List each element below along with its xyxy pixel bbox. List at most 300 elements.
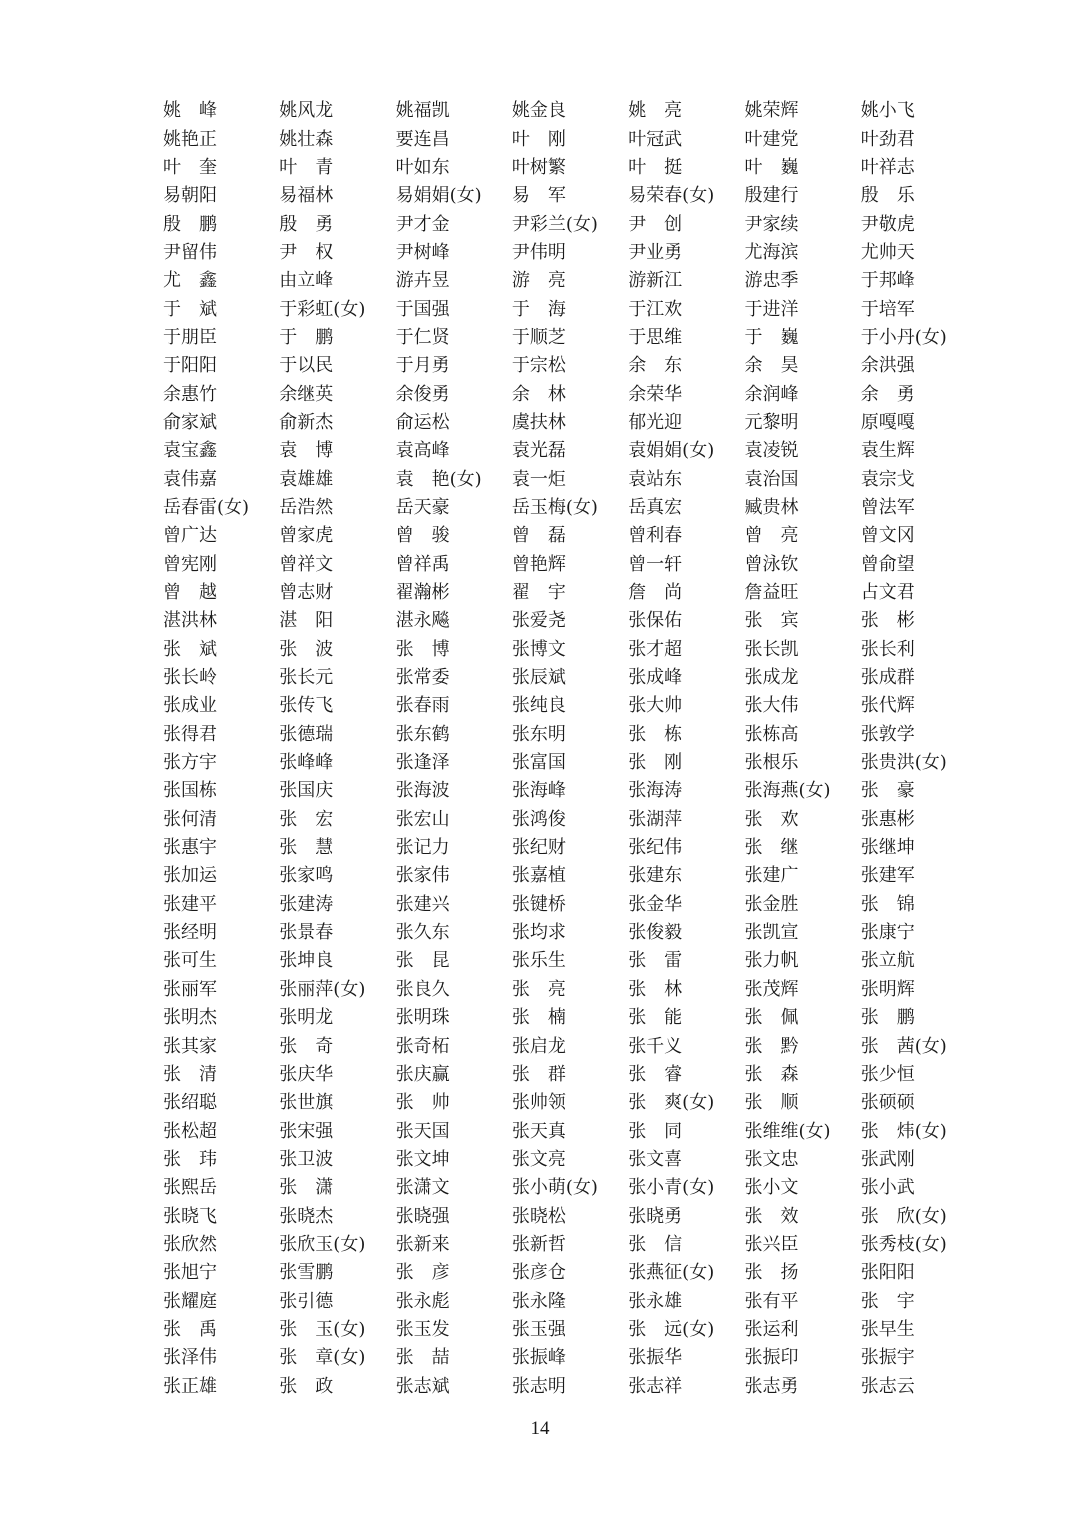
- name-entry: 张建广: [744, 865, 799, 887]
- name-entry: 张新哲: [511, 1233, 566, 1255]
- name-entry: 于 斌: [163, 298, 217, 320]
- name-entry: 张传飞: [279, 695, 334, 717]
- name-entry: 曾法军: [860, 496, 915, 518]
- name-entry: 尹伟明: [511, 241, 566, 263]
- name-entry: 张惠宇: [163, 837, 217, 859]
- name-entry: 于宗松: [511, 355, 566, 377]
- name-entry: 张纯良: [511, 695, 566, 717]
- name-entry: 张成峰: [628, 667, 683, 689]
- name-entry: 张金胜: [744, 893, 799, 915]
- name-entry: 张欣然: [163, 1233, 217, 1255]
- name-entry: 张 禹: [163, 1318, 217, 1340]
- name-entry: 张惠彬: [860, 808, 915, 830]
- name-entry: 于阳阳: [163, 355, 217, 377]
- name-entry: 尹才金: [395, 213, 450, 235]
- name-entry: 于培军: [860, 298, 915, 320]
- name-entry: 张根乐: [744, 752, 799, 774]
- name-entry: 张加运: [163, 865, 217, 887]
- name-entry: 张建军: [860, 865, 915, 887]
- name-entry: 张 同: [628, 1120, 683, 1142]
- name-entry: 张贵洪(女): [860, 752, 947, 774]
- name-entry: 张启龙: [511, 1035, 566, 1057]
- name-entry: 岳真宏: [628, 496, 683, 518]
- name-entry: 张逢泽: [395, 752, 450, 774]
- name-entry: 袁治国: [744, 468, 799, 490]
- name-entry: 张奇柘: [395, 1035, 450, 1057]
- name-entry: 袁伟嘉: [163, 468, 217, 490]
- name-entry: 张 章(女): [279, 1347, 366, 1369]
- name-entry: 张 扬: [744, 1262, 799, 1284]
- name-entry: 张鸿俊: [511, 808, 566, 830]
- name-entry: 张卫波: [279, 1148, 334, 1170]
- page-number: 14: [530, 1418, 550, 1439]
- name-entry: 张成龙: [744, 667, 799, 689]
- name-entry: 曾祥禹: [395, 553, 450, 575]
- name-entry: 张雪鹏: [279, 1262, 334, 1284]
- name-entry: 虞扶林: [511, 411, 566, 433]
- name-entry: 姚荣辉: [744, 100, 799, 122]
- name-entry: 袁生辉: [860, 440, 915, 462]
- name-entry: 张彦仓: [511, 1262, 566, 1284]
- name-entry: 叶 挺: [628, 156, 683, 178]
- name-entry: 姚金良: [511, 100, 566, 122]
- name-entry: 张玉强: [511, 1318, 566, 1340]
- name-entry: 张明珠: [395, 1007, 450, 1029]
- name-entry: 张晓强: [395, 1205, 450, 1227]
- name-entry: 张爱尧: [511, 610, 566, 632]
- name-entry: 游卉昱: [395, 270, 450, 292]
- name-entry: 张国栋: [163, 780, 217, 802]
- name-entry: 张振峰: [511, 1347, 566, 1369]
- name-entry: 尹树峰: [395, 241, 450, 263]
- name-entry: 张东明: [511, 723, 566, 745]
- name-entry: 袁宝鑫: [163, 440, 217, 462]
- name-entry: 于顺芝: [511, 326, 566, 348]
- name-entry: 张兴臣: [744, 1233, 799, 1255]
- name-entry: 张文亮: [511, 1148, 566, 1170]
- name-entry: 张明杰: [163, 1007, 217, 1029]
- name-entry: 余润峰: [744, 383, 799, 405]
- name-entry: 俞新杰: [279, 411, 334, 433]
- name-entry: 张硕硕: [860, 1092, 915, 1114]
- name-entry: 张 雷: [628, 950, 683, 972]
- name-entry: 岳玉梅(女): [511, 496, 598, 518]
- name-entry: 姚 亮: [628, 100, 683, 122]
- name-entry: 张潇文: [395, 1177, 450, 1199]
- name-entry: 张天国: [395, 1120, 450, 1142]
- name-entry: 袁雄雄: [279, 468, 334, 490]
- name-entry: 余惠竹: [163, 383, 217, 405]
- name-entry: 张秀枝(女): [860, 1233, 947, 1255]
- name-entry: 张 楠: [511, 1007, 566, 1029]
- name-entry: 张 睿: [628, 1063, 683, 1085]
- name-entry: 张引德: [279, 1290, 334, 1312]
- name-entry: 叶冠武: [628, 128, 683, 150]
- name-entry: 张纪伟: [628, 837, 683, 859]
- name-entry: 张 喆: [395, 1347, 450, 1369]
- name-entry: 张春雨: [395, 695, 450, 717]
- name-entry: 易荣春(女): [628, 185, 715, 207]
- name-entry: 湛 阳: [279, 610, 334, 632]
- name-entry: 张建东: [628, 865, 683, 887]
- name-entry: 张志云: [860, 1375, 915, 1397]
- name-entry: 翟瀚彬: [395, 582, 450, 604]
- name-entry: 张茂辉: [744, 978, 799, 1000]
- name-entry: 曾 磊: [511, 525, 566, 547]
- name-entry: 张 森: [744, 1063, 799, 1085]
- name-entry: 张永彪: [395, 1290, 450, 1312]
- name-entry: 袁 博: [279, 440, 334, 462]
- name-entry: 张 刚: [628, 752, 683, 774]
- name-entry: 张海涛: [628, 780, 683, 802]
- name-entry: 张 欣(女): [860, 1205, 947, 1227]
- name-entry: 张松超: [163, 1120, 217, 1142]
- name-entry: 张 欢: [744, 808, 799, 830]
- name-entry: 易 军: [511, 185, 566, 207]
- name-entry: 张文喜: [628, 1148, 683, 1170]
- name-entry: 张阳阳: [860, 1262, 915, 1284]
- name-entry: 曾 亮: [744, 525, 799, 547]
- name-entry: 尹 权: [279, 241, 334, 263]
- name-entry: 张其家: [163, 1035, 217, 1057]
- name-entry: 曾宪刚: [163, 553, 217, 575]
- name-entry: 殷 勇: [279, 213, 334, 235]
- name-entry: 袁娟娟(女): [628, 440, 715, 462]
- name-entry: 曾利春: [628, 525, 683, 547]
- name-entry: 张 玉(女): [279, 1318, 366, 1340]
- name-entry: 要连昌: [395, 128, 450, 150]
- name-entry: 张可生: [163, 950, 217, 972]
- name-entry: 张运利: [744, 1318, 799, 1340]
- name-entry: 张博文: [511, 638, 566, 660]
- name-entry: 于江欢: [628, 298, 683, 320]
- name-entry: 张 斌: [163, 638, 217, 660]
- name-entry: 张耀庭: [163, 1290, 217, 1312]
- name-entry: 尹业勇: [628, 241, 683, 263]
- name-entry: 姚壮森: [279, 128, 334, 150]
- name-entry: 袁 艳(女): [395, 468, 482, 490]
- name-entry: 张敦学: [860, 723, 915, 745]
- name-entry: 张经明: [163, 922, 217, 944]
- name-entry: 张 群: [511, 1063, 566, 1085]
- name-entry: 叶劲君: [860, 128, 915, 150]
- name-entry: 张明辉: [860, 978, 915, 1000]
- name-entry: 张家鸣: [279, 865, 334, 887]
- name-entry: 张乐生: [511, 950, 566, 972]
- name-entry: 由立峰: [279, 270, 334, 292]
- name-entry: 张建涛: [279, 893, 334, 915]
- name-entry: 张文忠: [744, 1148, 799, 1170]
- name-entry: 曾祥文: [279, 553, 334, 575]
- name-entry: 张长利: [860, 638, 915, 660]
- name-entry: 张 信: [628, 1233, 683, 1255]
- name-entry: 曾艳辉: [511, 553, 566, 575]
- name-entry: 张武刚: [860, 1148, 915, 1170]
- name-entry: 叶树繁: [511, 156, 566, 178]
- name-entry: 张小青(女): [628, 1177, 715, 1199]
- name-entry: 张建兴: [395, 893, 450, 915]
- name-entry: 叶 巍: [744, 156, 799, 178]
- name-entry: 张大伟: [744, 695, 799, 717]
- name-entry: 张振华: [628, 1347, 683, 1369]
- name-entry: 岳浩然: [279, 496, 334, 518]
- name-entry: 张 昆: [395, 950, 450, 972]
- name-entry: 叶如东: [395, 156, 450, 178]
- name-entry: 张良久: [395, 978, 450, 1000]
- name-entry: 袁一炬: [511, 468, 566, 490]
- name-entry: 张 茜(女): [860, 1035, 947, 1057]
- name-entry: 曾广达: [163, 525, 217, 547]
- name-entry: 张 政: [279, 1375, 334, 1397]
- name-entry: 张 林: [628, 978, 683, 1000]
- name-entry: 张键桥: [511, 893, 566, 915]
- name-entry: 张立航: [860, 950, 915, 972]
- name-entry: 岳春雷(女): [163, 496, 250, 518]
- name-entry: 原嘎嘎: [860, 411, 915, 433]
- name-entry: 于彩虹(女): [279, 298, 366, 320]
- name-entry: 张有平: [744, 1290, 799, 1312]
- name-entry: 张 宇: [860, 1290, 915, 1312]
- name-entry: 于思维: [628, 326, 683, 348]
- name-entry: 张 博: [395, 638, 450, 660]
- name-entry: 张 帅: [395, 1092, 450, 1114]
- name-entry: 张东鹤: [395, 723, 450, 745]
- name-entry: 张正雄: [163, 1375, 217, 1397]
- name-entry: 曾泳钦: [744, 553, 799, 575]
- name-entry: 张长岭: [163, 667, 217, 689]
- name-entry: 游 亮: [511, 270, 566, 292]
- name-entry: 于以民: [279, 355, 334, 377]
- name-entry: 张 清: [163, 1063, 217, 1085]
- name-entry: 张保佑: [628, 610, 683, 632]
- name-entry: 元黎明: [744, 411, 799, 433]
- name-entry: 张文坤: [395, 1148, 450, 1170]
- name-entry: 张 彦: [395, 1262, 450, 1284]
- name-entry: 曾家虎: [279, 525, 334, 547]
- name-entry: 张海燕(女): [744, 780, 831, 802]
- name-entry: 张 鹏: [860, 1007, 915, 1029]
- name-entry: 张 宏: [279, 808, 334, 830]
- name-entry: 张世旗: [279, 1092, 334, 1114]
- name-entry: 张 锦: [860, 893, 915, 915]
- name-entry: 尹 创: [628, 213, 683, 235]
- name-entry: 张常委: [395, 667, 450, 689]
- name-entry: 张维维(女): [744, 1120, 831, 1142]
- name-entry: 湛洪林: [163, 610, 217, 632]
- name-entry: 于仁贤: [395, 326, 450, 348]
- name-entry: 叶 青: [279, 156, 334, 178]
- name-entry: 尹敬虎: [860, 213, 915, 235]
- name-entry: 张新来: [395, 1233, 450, 1255]
- name-entry: 张湖萍: [628, 808, 683, 830]
- name-entry: 湛永飚: [395, 610, 450, 632]
- name-entry: 臧贵林: [744, 496, 799, 518]
- name-entry: 张嘉植: [511, 865, 566, 887]
- name-entry: 俞家斌: [163, 411, 217, 433]
- name-entry: 张金华: [628, 893, 683, 915]
- name-entry: 于国强: [395, 298, 450, 320]
- name-entry: 张记力: [395, 837, 450, 859]
- name-entry: 姚 峰: [163, 100, 217, 122]
- name-entry: 俞运松: [395, 411, 450, 433]
- name-entry: 张得君: [163, 723, 217, 745]
- name-entry: 张 慧: [279, 837, 334, 859]
- name-entry: 张志祥: [628, 1375, 683, 1397]
- name-entry: 张 顺: [744, 1092, 799, 1114]
- name-entry: 张小萌(女): [511, 1177, 598, 1199]
- name-entry: 殷建行: [744, 185, 799, 207]
- name-entry: 余洪强: [860, 355, 915, 377]
- name-entry: 于月勇: [395, 355, 450, 377]
- name-entry: 张建平: [163, 893, 217, 915]
- name-entry: 易福林: [279, 185, 334, 207]
- name-entry: 张宋强: [279, 1120, 334, 1142]
- name-entry: 余继英: [279, 383, 334, 405]
- name-entry: 张丽军: [163, 978, 217, 1000]
- name-entry: 张俊毅: [628, 922, 683, 944]
- name-entry: 张熙岳: [163, 1177, 217, 1199]
- name-entry: 张大帅: [628, 695, 683, 717]
- name-entry: 张何清: [163, 808, 217, 830]
- name-entry: 张继坤: [860, 837, 915, 859]
- name-entry: 袁光磊: [511, 440, 566, 462]
- name-entry: 尹家续: [744, 213, 799, 235]
- name-entry: 张晓飞: [163, 1205, 217, 1227]
- name-entry: 张 彬: [860, 610, 915, 632]
- name-entry: 张庆赢: [395, 1063, 450, 1085]
- name-entry: 张 玮: [163, 1148, 217, 1170]
- name-entry: 袁凌锐: [744, 440, 799, 462]
- name-entry: 张均求: [511, 922, 566, 944]
- name-entry: 张少恒: [860, 1063, 915, 1085]
- name-entry: 张 远(女): [628, 1318, 715, 1340]
- name-entry: 张栋高: [744, 723, 799, 745]
- name-entry: 曾一轩: [628, 553, 683, 575]
- name-entry: 曾 越: [163, 582, 217, 604]
- name-entry: 游忠季: [744, 270, 799, 292]
- name-entry: 曾俞望: [860, 553, 915, 575]
- name-entry: 张丽萍(女): [279, 978, 366, 1000]
- name-entry: 张 炜(女): [860, 1120, 947, 1142]
- name-entry: 张 黔: [744, 1035, 799, 1057]
- name-entry: 于朋臣: [163, 326, 217, 348]
- name-entry: 张旭宁: [163, 1262, 217, 1284]
- name-entry: 姚艳正: [163, 128, 217, 150]
- name-entry: 张 爽(女): [628, 1092, 715, 1114]
- name-entry: 张燕征(女): [628, 1262, 715, 1284]
- names-grid: [163, 97, 963, 1401]
- name-entry: 占文君: [860, 582, 915, 604]
- name-entry: 姚风龙: [279, 100, 334, 122]
- name-entry: 詹 尚: [628, 582, 683, 604]
- name-entry: 易娟娟(女): [395, 185, 482, 207]
- name-entry: 岳天豪: [395, 496, 450, 518]
- name-entry: 余荣华: [628, 383, 683, 405]
- name-entry: 尤帅天: [860, 241, 915, 263]
- name-entry: 张国庆: [279, 780, 334, 802]
- name-entry: 曾文冈: [860, 525, 915, 547]
- name-entry: 张早生: [860, 1318, 915, 1340]
- name-entry: 姚小飞: [860, 100, 915, 122]
- name-entry: 张海波: [395, 780, 450, 802]
- name-entry: 于 海: [511, 298, 566, 320]
- name-entry: 张天真: [511, 1120, 566, 1142]
- name-entry: 张家伟: [395, 865, 450, 887]
- name-entry: 叶祥志: [860, 156, 915, 178]
- name-entry: 于 巍: [744, 326, 799, 348]
- name-entry: 张凯宣: [744, 922, 799, 944]
- name-entry: 张 继: [744, 837, 799, 859]
- name-entry: 张玉发: [395, 1318, 450, 1340]
- name-entry: 曾志财: [279, 582, 334, 604]
- name-entry: 张峰峰: [279, 752, 334, 774]
- name-entry: 易朝阳: [163, 185, 217, 207]
- name-entry: 尹留伟: [163, 241, 217, 263]
- name-entry: 张辰斌: [511, 667, 566, 689]
- name-entry: 张绍聪: [163, 1092, 217, 1114]
- name-entry: 张 佩: [744, 1007, 799, 1029]
- name-entry: 余 勇: [860, 383, 915, 405]
- name-entry: 曾 骏: [395, 525, 450, 547]
- name-entry: 张 亮: [511, 978, 566, 1000]
- name-entry: 张 潇: [279, 1177, 334, 1199]
- name-entry: 于 鹏: [279, 326, 334, 348]
- name-entry: 于进洋: [744, 298, 799, 320]
- name-entry: 詹益旺: [744, 582, 799, 604]
- name-entry: 袁高峰: [395, 440, 450, 462]
- name-entry: 尤海滨: [744, 241, 799, 263]
- name-entry: 张志勇: [744, 1375, 799, 1397]
- name-entry: 余 东: [628, 355, 683, 377]
- name-entry: 张纪财: [511, 837, 566, 859]
- name-entry: 张方宇: [163, 752, 217, 774]
- name-entry: 张康宁: [860, 922, 915, 944]
- name-entry: 张 能: [628, 1007, 683, 1029]
- name-entry: 张振宇: [860, 1347, 915, 1369]
- name-entry: 张永雄: [628, 1290, 683, 1312]
- name-entry: 张景春: [279, 922, 334, 944]
- name-entry: 张代辉: [860, 695, 915, 717]
- name-entry: 张 奇: [279, 1035, 334, 1057]
- name-entry: 叶 奎: [163, 156, 217, 178]
- name-entry: 张成群: [860, 667, 915, 689]
- name-entry: 张欣玉(女): [279, 1233, 366, 1255]
- name-entry: 张帅领: [511, 1092, 566, 1114]
- name-entry: 张力帆: [744, 950, 799, 972]
- name-entry: 张 豪: [860, 780, 915, 802]
- name-entry: 于邦峰: [860, 270, 915, 292]
- name-entry: 张志斌: [395, 1375, 450, 1397]
- name-entry: 张 栋: [628, 723, 683, 745]
- name-entry: 张振印: [744, 1347, 799, 1369]
- name-entry: 张晓勇: [628, 1205, 683, 1227]
- name-entry: 张千义: [628, 1035, 683, 1057]
- name-entry: 张永隆: [511, 1290, 566, 1312]
- name-entry: 张泽伟: [163, 1347, 217, 1369]
- name-entry: 张 波: [279, 638, 334, 660]
- name-entry: 张庆华: [279, 1063, 334, 1085]
- name-entry: 殷 乐: [860, 185, 915, 207]
- name-entry: 张小武: [860, 1177, 915, 1199]
- name-entry: 张晓杰: [279, 1205, 334, 1227]
- name-entry: 张晓松: [511, 1205, 566, 1227]
- name-entry: 叶 刚: [511, 128, 566, 150]
- name-entry: 张志明: [511, 1375, 566, 1397]
- name-entry: 张 宾: [744, 610, 799, 632]
- name-entry: 张才超: [628, 638, 683, 660]
- name-entry: 余俊勇: [395, 383, 450, 405]
- name-entry: 张德瑞: [279, 723, 334, 745]
